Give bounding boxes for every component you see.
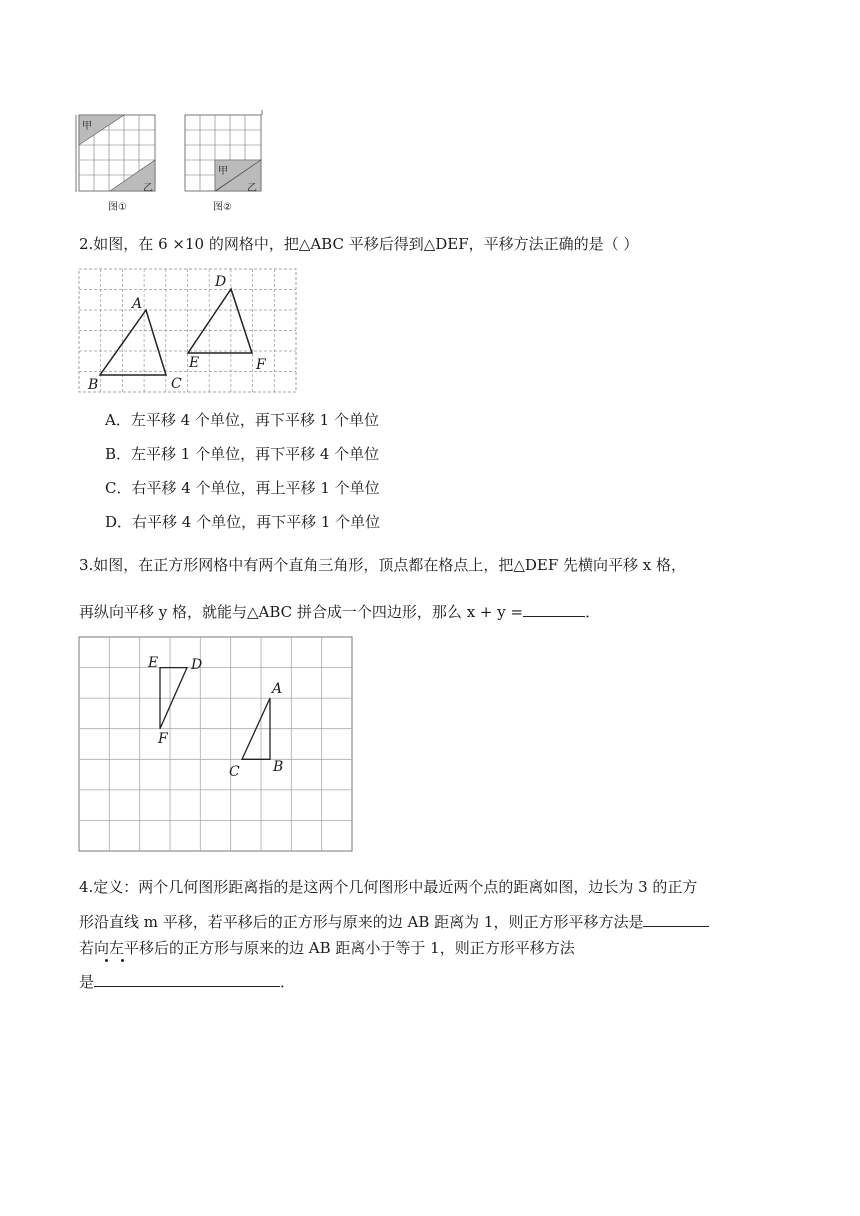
q4-line-2: [79, 912, 709, 932]
q3-line-1: 3.如图，在正方形网格中有两个直角三角形，顶点都在格点上，把△DEF 先横向平移 x 格，: [79, 556, 686, 574]
q2-grid-figure: [78, 268, 300, 396]
q3-label-B: B: [273, 759, 284, 775]
q3-grid-figure: [78, 636, 354, 854]
q2-option-d: D．右平移 4 个单位，再下平移 1 个单位: [105, 513, 381, 531]
q4-line-4-text: 是: [79, 973, 95, 991]
figure-1-caption: 图①: [108, 202, 127, 213]
q2-label-E: E: [189, 355, 200, 371]
figure-2-caption: 图②: [213, 202, 232, 213]
q3-line-2: [79, 602, 600, 622]
q2-label-C: C: [171, 376, 182, 392]
q2-option-c: C．右平移 4 个单位，再上平移 1 个单位: [105, 479, 380, 497]
q3-label-F: F: [158, 731, 168, 747]
q2-label-F: F: [256, 357, 266, 373]
q3-line-2-text: 再纵向平移 y 格，就能与△ABC 拼合成一个四边形，那么 x + y =: [79, 603, 524, 621]
q2-label-B: B: [88, 377, 99, 393]
q3-line-2-end: ．: [585, 603, 601, 621]
q3-answer-blank[interactable]: [523, 602, 585, 617]
q3-label-E: E: [148, 655, 159, 671]
jia-label-2: 甲: [218, 166, 228, 177]
emphasis-dot: [121, 959, 124, 962]
q4-line-3: 若向左平移后的正方形与原来的边 AB 距离小于等于 1，则正方形平移方法: [79, 939, 575, 957]
q4-line-4: [79, 972, 295, 992]
q4-line-4-end: ．: [280, 973, 296, 991]
emphasis-dot: [105, 959, 108, 962]
q4-answer-blank-2[interactable]: [94, 972, 280, 987]
yi-label-1: 乙: [143, 183, 153, 194]
q4-answer-blank-1[interactable]: [643, 912, 709, 927]
q3-label-A: A: [272, 681, 283, 697]
q3-label-D: D: [191, 657, 203, 673]
q4-line-1: 4.定义：两个几何图形距离指的是这两个几何图形中最近两个点的距离如图，边长为 3 的正方: [79, 878, 698, 896]
q2-stem: 2.如图，在 6 ×10 的网格中，把△ABC 平移后得到△DEF，平移方法正确的是（ ）: [79, 235, 639, 253]
q2-label-A: A: [132, 296, 143, 312]
q2-option-a: A．左平移 4 个单位，再下平移 1 个单位: [105, 411, 379, 429]
q4-line-2-text: 形沿直线 m 平移，若平移后的正方形与原来的边 AB 距离为 1，则正方形平移方法是: [79, 913, 644, 931]
q2-option-b: B．左平移 1 个单位，再下平移 4 个单位: [105, 445, 380, 463]
yi-label-2: 乙: [247, 183, 257, 194]
q3-label-C: C: [229, 764, 240, 780]
jia-label-1: 甲: [82, 121, 92, 132]
q2-label-D: D: [215, 274, 227, 290]
